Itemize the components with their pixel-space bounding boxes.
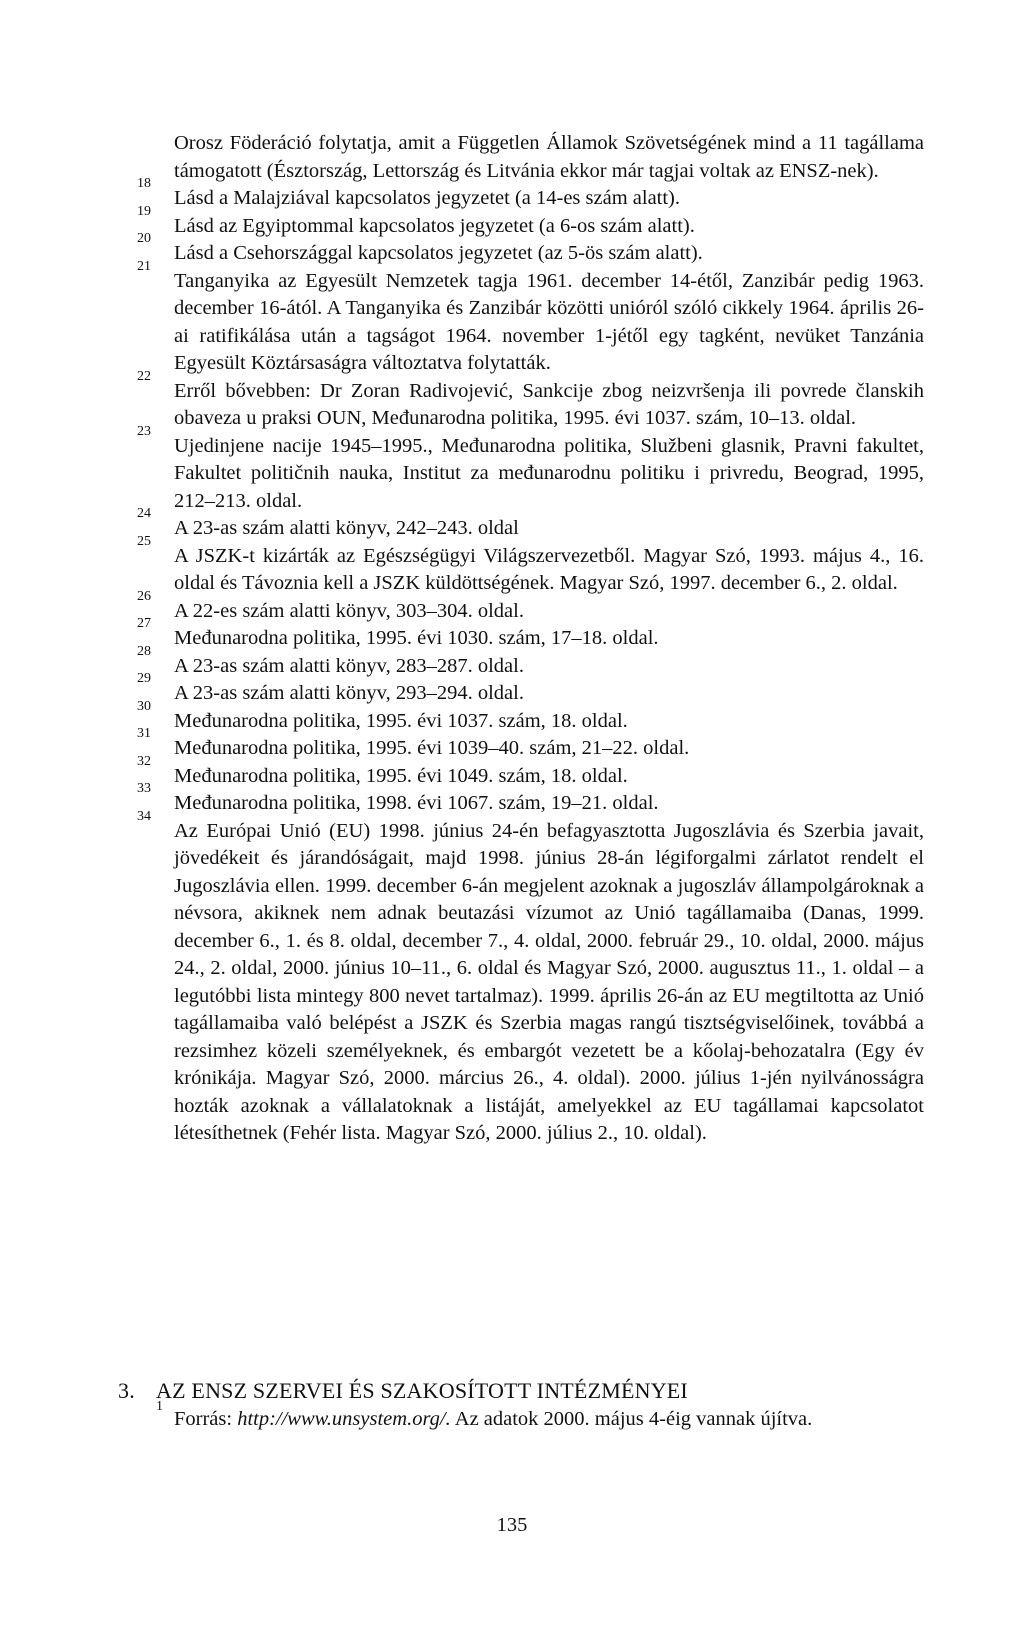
footnote-number: 27 <box>137 616 151 631</box>
footnote-number: 31 <box>137 726 151 741</box>
footnote-text: A 23-as szám alatti könyv, 283–287. oldal. <box>174 654 524 677</box>
footnote-28 <box>137 643 924 681</box>
footnote-number: 33 <box>137 781 151 796</box>
footnote-number: 26 <box>137 588 151 604</box>
footnote-text: Az Európai Unió (EU) 1998. június 24-én befagyasztotta Jugoszlávia és Szerbia javait, jövedékeit és járandóságait, majd 1998. június 28-án légiforgalmi zárlatot rendelt el Jugoszlávia ellen. 1999. december 6-án megjelent azoknak a jugoszláv állampolgároknak a névsora, akiknek nem adnak beutazási vízumot az Unió tagállamaiba (Danas, 1999. december 6., 1. és 8. oldal, december 7., 4. oldal, 2000. február 29., 10. oldal, 2000. május 24., 2. oldal, 2000. június 10–11., 6. oldal és Magyar Szó, 2000. augusztus 11., 1. oldal – a legutóbbi lista mintegy 800 nevet tartalmaz). 1999. április 26-án az EU megtiltotta az Unió tagállamaiba való belépést a JSZK és Szerbia magas rangú tisztségviselőinek, továbbá a rezsimhez közeli személyeknek, és embargót vezetett be a kőolaj-behozatalra (Egy év krónikája. Magyar Szó, 2000. március 26., 4. oldal). 2000. július 1-jén nyilvánosságra hozták azoknak a vállalatoknak a listáját, amelyekkel az EU tagállamai kapcsolatot létesíthetnek (Fehér lista. Magyar Szó, 2000. július 2., 10. oldal). <box>174 819 924 1144</box>
footnote-number: 30 <box>137 698 151 714</box>
footnote-text: A 22-es szám alatti könyv, 303–304. oldal. <box>174 599 524 622</box>
section-footnote <box>118 1399 924 1434</box>
footnote-19 <box>137 203 924 241</box>
section-footnote-prefix: Forrás: <box>174 1408 238 1430</box>
footnote-text: Međunarodna politika, 1995. évi 1039–40. szám, 21–22. oldal. <box>174 737 690 759</box>
footnote-number: 18 <box>137 176 151 191</box>
section-heading <box>118 1376 924 1406</box>
footnote-text: A JSZK-t kizárták az Egészségügyi Világszervezetből. Magyar Szó, 1993. május 4., 16. oldal és Távoznia kell a JSZK küldöttségének. Magyar Szó, 1997. december 6., 2. oldal. <box>174 544 924 594</box>
section-block <box>118 1376 924 1434</box>
footnote-27 <box>137 616 924 653</box>
footnote-text: Tanganyika az Egyesült Nemzetek tagja 1961. december 14-étől, Zanzibár pedig 1963. december 16-ától. A Tanganyika és Zanzibár közötti unióról szóló cikkely 1964. április 26-ai ratifikálása után a tagságot 1964. november 1-jétől egy tagként, nevüket Tanzánia Egyesült Köztársaságra változtatva folytatták. <box>174 269 924 374</box>
footnote-number: 34 <box>137 808 151 824</box>
footnote-23 <box>137 423 924 516</box>
section-title: AZ ENSZ SZERVEI ÉS SZAKOSÍTOTT INTÉZMÉNYEI <box>156 1378 688 1403</box>
footnote-text: Erről bővebben: Dr Zoran Radivojević, Sankcije zbog neizvršenja ili povrede članskih obaveza u praksi OUN, Međunarodna politika, 1995. évi 1037. szám, 10–13. oldal. <box>174 379 924 429</box>
footnote-34 <box>137 808 924 1148</box>
footnote-number: 21 <box>137 258 151 274</box>
footnote-text: Međunarodna politika, 1995. évi 1037. szám, 18. oldal. <box>174 709 628 732</box>
footnote-32 <box>137 753 924 791</box>
footnote-text: Lásd az Egyiptommal kapcsolatos jegyzetet (a 6-os szám alatt). <box>174 214 695 237</box>
footnote-22 <box>137 368 924 433</box>
footnote-21 <box>137 258 924 378</box>
source-link[interactable]: http://www.unsystem.org/. <box>237 1408 451 1430</box>
footnote-29 <box>137 671 924 708</box>
section-footnote-suffix: Az adatok 2000. május 4-éig vannak újítva. <box>450 1408 813 1430</box>
footnote-25 <box>137 533 924 598</box>
footnote-number: 28 <box>137 643 151 659</box>
footnote-text: A 23-as szám alatti könyv, 293–294. oldal. <box>174 682 524 704</box>
footnote-number: 22 <box>137 368 151 384</box>
footnote-text: Međunarodna politika, 1995. évi 1030. szám, 17–18. oldal. <box>174 627 659 649</box>
footnote-list <box>137 176 924 1148</box>
footnote-26 <box>137 588 924 626</box>
footnote-number: 19 <box>137 203 151 219</box>
footnote-31 <box>137 726 924 763</box>
footnote-30 <box>137 698 924 736</box>
footnote-24 <box>137 506 924 543</box>
footnote-number: 32 <box>137 753 151 769</box>
footnote-number: 29 <box>137 671 151 686</box>
footnote-number: 23 <box>137 423 151 439</box>
footnote-33 <box>137 781 924 818</box>
footnote-text: A 23-as szám alatti könyv, 242–243. oldal <box>174 517 519 539</box>
footnote-text: Međunarodna politika, 1998. évi 1067. szám, 19–21. oldal. <box>174 792 659 814</box>
footnote-number: 20 <box>137 231 151 246</box>
footnote-number: 25 <box>137 533 151 549</box>
footnote-text: Ujedinjene nacije 1945–1995., Međunarodna politika, Službeni glasnik, Pravni fakultet, Fakultet političnih nauka, Institut za međunarodnu politiku i privredu, Beograd, 1995, 212–213. oldal. <box>174 434 924 512</box>
footnote-text: Lásd a Csehországgal kapcsolatos jegyzetet (az 5-ös szám alatt). <box>174 242 703 264</box>
footnote-number: 24 <box>137 506 151 521</box>
section-number: 3. <box>118 1378 135 1403</box>
footnote-text: Međunarodna politika, 1995. évi 1049. szám, 18. oldal. <box>174 764 628 787</box>
section-footnote-number: 1 <box>156 1399 163 1414</box>
footnotes-block <box>137 130 924 1148</box>
page-number: 135 <box>496 1514 528 1536</box>
footnote-18 <box>137 176 924 213</box>
footnote-20 <box>137 231 924 268</box>
footnote-text: Lásd a Malajziával kapcsolatos jegyzetet (a 14-es szám alatt). <box>174 187 681 209</box>
footnote-continuation: Orosz Föderáció folytatja, amit a Független Államok Szövetségének mind a 11 tagállama támogatott (Észtország, Lettország és Litvánia ekkor már tagjai voltak az ENSZ-nek). <box>174 132 924 182</box>
